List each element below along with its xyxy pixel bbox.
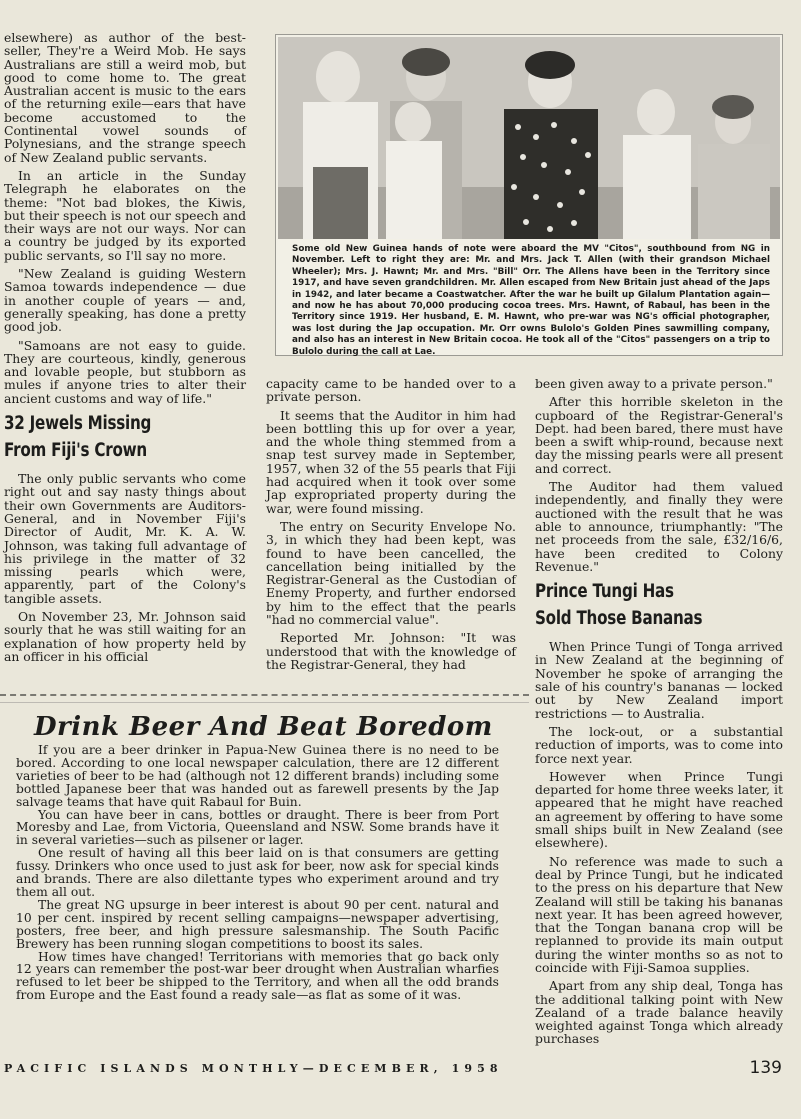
- paragraph: One result of having all this beer laid on is that consumers are getting fussy. Drinkers who once used to just ask for beer, now ask for special kinds and brands. There are also dilettante types who experiment around and try them all out.: [16, 846, 499, 899]
- headline-line: From Fiji's Crown: [4, 440, 147, 462]
- paragraph: elsewhere) as author of the best-seller, They're a Weird Mob. He says Australians are still a weird mob, but good to come home to. The great Australian accent is music to the ears of the returning exile—ears that have become accustomed to the Continental vowel sounds of Polynesians, and the strange speech of New Zealand public servants.: [4, 30, 246, 165]
- paragraph: It seems that the Auditor in him had been bottling this up for over a year, and the whole thing stemmed from a snap test survey made in September, 1957, when 32 of the 55 pearls that Fiji had acquired when it took over some Jap expropriated property during the war, were found missing.: [266, 407, 516, 516]
- footer-publication: PACIFIC ISLANDS MONTHLY—DECEMBER, 1958: [4, 1062, 503, 1075]
- page-number: 139: [749, 1058, 782, 1078]
- headline-line: 32 Jewels Missing: [4, 413, 152, 435]
- article-divider: [0, 694, 529, 696]
- headline-prince-tungi: [535, 578, 783, 632]
- left-column: [4, 31, 246, 663]
- paragraph: The lock-out, or a substantial reduction of imports, was to come into force next year.: [535, 723, 783, 766]
- paragraph: The great NG upsurge in beer interest is about 90 per cent. natural and 10 per cent. inspired by recent selling campaigns—newspaper advertising, posters, free beer, and high pressure salesmanship. The South Pacific Brewery has been running slogan competitions to boost its sales.: [16, 897, 499, 951]
- article-divider-thin: [0, 702, 529, 703]
- beer-article-title: Drink Beer And Beat Boredom: [34, 712, 493, 742]
- group-photo-illustration: [278, 37, 780, 239]
- photo-caption: Some old New Guinea hands of note were aboard the MV "Citos", southbound from NG in November. Left to right they are: Mr. and Mrs. Jack T. Allen (with their grandson Michael Wheeler); Mrs. J. Hawnt; Mr. and Mrs. "Bill" Orr. The Allens have been in the Territory since 1917, and have seven grandchildren. Mr. Allen escaped from New Britain just ahead of the Japs in 1942, and later became a Coastwatcher. After the war he built up Gilalum Plantation again—and now he has about 70,000 producing cocoa trees. Mrs. Hawnt, of Rabaul, has been in the Territory since 1919. Her husband, E. M. Hawnt, who pre-war was NG's official photographer, was lost during the Jap occupation. Mr. Orr owns Bulolo's Golden Pines sawmilling company, and also has an interest in New Britain cocoa. He took all of the "Citos" passengers on a trip to Bulolo during the call at Lae.: [292, 244, 770, 357]
- paragraph: "New Zealand is guiding Western Samoa towards independence — due in another couple of years — and, generally speaking, has done a pretty good job.: [4, 266, 246, 335]
- page-footer: [4, 1060, 784, 1080]
- paragraph: Apart from any ship deal, Tonga has the additional talking point with New Zealand of a trade balance heavily weighted against Tonga which already purchases: [535, 978, 783, 1047]
- paragraph: been given away to a private person.": [535, 376, 773, 391]
- headline-line: Prince Tungi Has: [535, 581, 674, 603]
- paragraph: "Samoans are not easy to guide. They are courteous, kindly, generous and lovable people, but stubborn as mules if anyone tries to alter their ancient customs and way of life.": [4, 337, 246, 406]
- paragraph: When Prince Tungi of Tonga arrived in New Zealand at the beginning of November he spoke of arranging the sale of his country's bananas — locked out by New Zealand import restrictions — to Australia.: [535, 639, 783, 721]
- paragraph: You can have beer in cans, bottles or draught. There is beer from Port Moresby and Lae, from Victoria, Queensland and NSW. Some brands have it in several varieties—such as pilsener or lager.: [16, 807, 499, 848]
- paragraph: capacity came to be handed over to a private person.: [266, 376, 516, 405]
- photo-box: [275, 34, 783, 356]
- group-photo: [278, 37, 780, 239]
- paragraph: The entry on Security Envelope No. 3, in which they had been kept, was found to have been cancelled, the cancellation being initialled by the Registrar-General as the Custodian of Enemy Property, and further endorsed by him to the effect that the pearls "had no commercial value".: [266, 518, 516, 628]
- paragraph: The Auditor had them valued independently, and finally they were auctioned with the result that he was able to announce, triumphantly: "The net proceeds from the sale, £32/16/6, have been credited to Colony Revenue.": [535, 479, 783, 574]
- right-column: [535, 377, 783, 1046]
- headline-line: Sold Those Bananas: [535, 608, 703, 630]
- headline-fiji-jewels: [4, 410, 246, 464]
- paragraph: After this horrible skeleton in the cupboard of the Registrar-General's Dept. had been bared, there must have been a swift whip-round, because next day the missing pearls were all present and correct.: [535, 394, 783, 476]
- beer-article-body: [16, 744, 499, 1002]
- paragraph: If you are a beer drinker in Papua-New Guinea there is no need to be bored. According to one local newspaper calculation, there are 12 different varieties of beer to be had (although not 12 different brands) including some bottled Japanese beer that was handed out as farewell presents by the Jap salvage teams that have quit Rabaul for Buin.: [16, 743, 499, 809]
- paragraph: Reported Mr. Johnson: "It was understood that with the knowledge of the Registrar-General, they had: [266, 630, 516, 672]
- paragraph: On November 23, Mr. Johnson said sourly that he was still waiting for an explanation of how property held by an officer in his official: [4, 608, 246, 664]
- paragraph: How times have changed! Territorians with memories that go back only 12 years can remember the post-war beer drought when Australian wharfies refused to let beer be shipped to the Territory, and when all the odd brands from Europe and the East found a ready sale—as flat as some of it was.: [16, 949, 499, 1003]
- paragraph: In an article in the Sunday Telegraph he elaborates on the theme: "Not bad blokes, the Kiwis, but their speech is not our speech and their ways are not our ways. Nor can a country be judged by its exported public servants, so I'll say no more.: [4, 167, 246, 263]
- paragraph: However when Prince Tungi departed for home three weeks later, it appeared that he might have reached an agreement by offering to have some small ships built in New Zealand (see elsewhere).: [535, 768, 783, 851]
- paragraph: The only public servants who come right out and say nasty things about their own Governments are Auditors-General, and in November Fiji's Director of Audit, Mr. K. A. W. Johnson, was taking full advantage of his privilege in the matter of 32 missing pearls which were, apparently, part of the Colony's tangible assets.: [4, 471, 246, 606]
- middle-column: [266, 377, 516, 671]
- paragraph: No reference was made to such a deal by Prince Tungi, but he indicated to the press on his departure that New Zealand will still be taking his bananas next year. It has been agreed however, that the Tongan banana crop will be replanned to provide its main output during the winter months so as not to coincide with Fiji-Samoa supplies.: [535, 853, 783, 975]
